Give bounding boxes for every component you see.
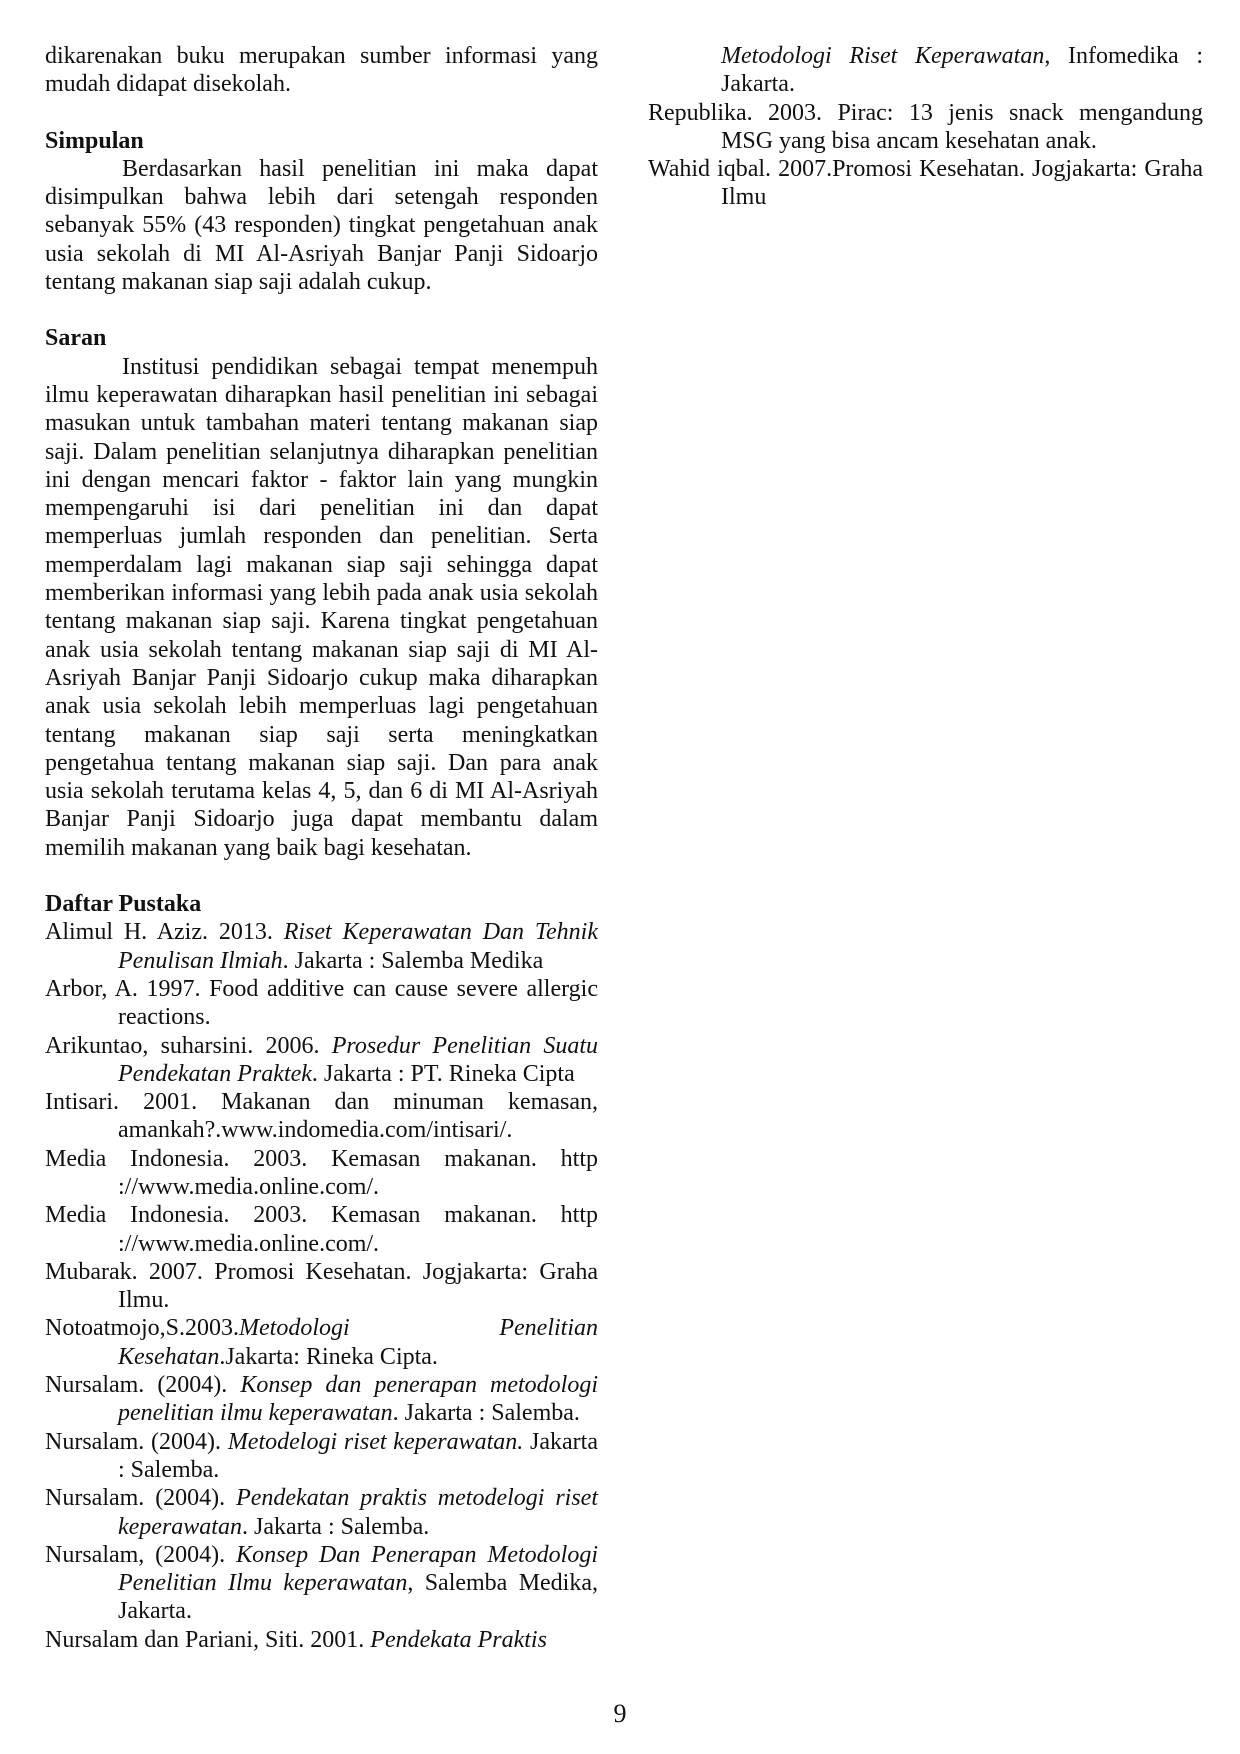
- reference-item: [648, 155, 1203, 212]
- reference-text: Mubarak. 2007. Promosi Kesehatan. Jogjakarta: Graha Ilmu.: [45, 1258, 598, 1314]
- reference-item: [45, 1258, 598, 1315]
- reference-title: Metodologi Riset Keperawatan: [721, 43, 1045, 69]
- reference-text: Wahid iqbal. 2007.Promosi Kesehatan. Jogjakarta: Graha Ilmu: [648, 156, 1203, 211]
- reference-list: [45, 918, 598, 1654]
- reference-item: [45, 1088, 598, 1145]
- reference-text: Republika. 2003. Pirac: 13 jenis snack mengandung MSG yang bisa ancam kesehatan anak.: [648, 99, 1203, 154]
- reference-publisher: .Jakarta: Rineka Cipta.: [219, 1343, 438, 1370]
- reference-item: [648, 99, 1203, 156]
- reference-publisher: . Jakarta : Salemba.: [241, 1513, 430, 1540]
- reference-continuation: [648, 42, 1203, 99]
- reference-publisher: , Salemba Medika, Jakarta.: [118, 1570, 598, 1625]
- reference-text: Nursalam. (2004).: [45, 1372, 241, 1399]
- saran-body: Institusi pendidikan sebagai tempat menempuh ilmu keperawatan diharapkan hasil penelitian ini sebagai masukan untuk tambahan materi tentang makanan siap saji. Dalam penelitian selanjutnya diharapkan penelitian ini dengan mencari faktor - faktor lain yang mungkin mempengaruhi isi dari penelitian ini dan dapat memperluas jumlah responden dan penelitian. Serta memperdalam lagi makanan siap saji sehingga dapat memberikan informasi yang lebih pada anak usia sekolah tentang makanan siap saji. Karena tingkat pengetahuan anak usia sekolah tentang makanan siap saji di MI Al-Asriyah Banjar Panji Sidoarjo cukup maka diharapkan anak usia sekolah lebih memperluas lagi pengetahuan tentang makanan siap saji serta meningkatkan pengetahua tentang makanan siap saji. Dan para anak usia sekolah terutama kelas 4, 5, dan 6 di MI Al-Asriyah Banjar Panji Sidoarjo juga dapat membantu dalam memilih makanan yang baik bagi kesehatan.: [45, 353, 598, 861]
- reference-title: Prosedur Penelitian Suatu Pendekatan Praktek: [118, 1032, 598, 1087]
- reference-text: Nursalam. (2004).: [45, 1485, 237, 1512]
- left-column: [45, 42, 598, 1654]
- reference-text: Arikuntao, suharsini. 2006.: [45, 1032, 332, 1059]
- reference-text: Notoatmojo,S.2003.: [45, 1315, 240, 1342]
- reference-publisher: . Jakarta : PT. Rineka Cipta: [311, 1060, 575, 1087]
- page-number: 9: [613, 1699, 627, 1728]
- reference-publisher: . Jakarta : Salemba Medika: [282, 947, 544, 974]
- reference-item: [45, 1032, 598, 1089]
- reference-item: [45, 1371, 598, 1428]
- reference-item: [45, 1626, 598, 1654]
- simpulan-heading: Simpulan: [45, 127, 144, 154]
- reference-item: [45, 918, 598, 975]
- reference-title: Pendekatan praktis metodelogi riset keperawatan: [118, 1485, 599, 1540]
- reference-title: Konsep dan penerapan metodologi penelitian ilmu keperawatan: [118, 1372, 598, 1427]
- intro-continuation: dikarenakan buku merupakan sumber informasi yang mudah didapat disekolah.: [45, 43, 598, 98]
- right-column: [648, 42, 1203, 212]
- reference-text: Arbor, A. 1997. Food additive can cause severe allergic reactions.: [45, 975, 598, 1031]
- reference-item: [45, 1428, 598, 1485]
- reference-text: Intisari. 2001. Makanan dan minuman kemasan, amankah?.www.indomedia.com/intisari/.: [45, 1089, 598, 1144]
- reference-item: [45, 1145, 598, 1202]
- reference-item: [45, 1314, 598, 1371]
- reference-text: Nursalam dan Pariani, Siti. 2001.: [45, 1626, 371, 1653]
- reference-text: Media Indonesia. 2003. Kemasan makanan. http ://www.media.online.com/.: [45, 1145, 598, 1200]
- reference-item: [45, 1484, 598, 1541]
- simpulan-body: Berdasarkan hasil penelitian ini maka dapat disimpulkan bahwa lebih dari setengah responden sebanyak 55% (43 responden) tingkat pengetahuan anak usia sekolah di MI Al-Asriyah Banjar Panji Sidoarjo tentang makanan siap saji adalah cukup.: [45, 155, 598, 296]
- reference-publisher: . Jakarta : Salemba.: [392, 1400, 580, 1427]
- reference-text: Nursalam, (2004).: [45, 1541, 237, 1568]
- reference-publisher: , Infomedika : Jakarta.: [721, 43, 1204, 98]
- reference-text: Media Indonesia. 2003. Kemasan makanan. http ://www.media.online.com/.: [45, 1202, 598, 1257]
- reference-title: Pendekata Praktis: [370, 1626, 547, 1653]
- reference-text: Alimul H. Aziz. 2013.: [45, 919, 284, 946]
- reference-publisher: Jakarta : Salemba.: [118, 1428, 598, 1483]
- reference-title: Metodelogi riset keperawatan.: [227, 1428, 524, 1455]
- reference-item: [45, 1541, 598, 1626]
- reference-title: Riset Keperawatan Dan Tehnik Penulisan Ilmiah: [118, 919, 598, 974]
- reference-title: Metodologi Penelitian Kesehatan: [118, 1315, 598, 1370]
- reference-text: Nursalam. (2004).: [45, 1428, 228, 1455]
- reference-item: [45, 1201, 598, 1258]
- reference-title: Konsep Dan Penerapan Metodologi Penelitian Ilmu keperawatan: [118, 1541, 598, 1597]
- saran-heading: Saran: [45, 325, 107, 352]
- daftar-pustaka-heading: Daftar Pustaka: [45, 891, 202, 918]
- reference-item: [45, 975, 598, 1032]
